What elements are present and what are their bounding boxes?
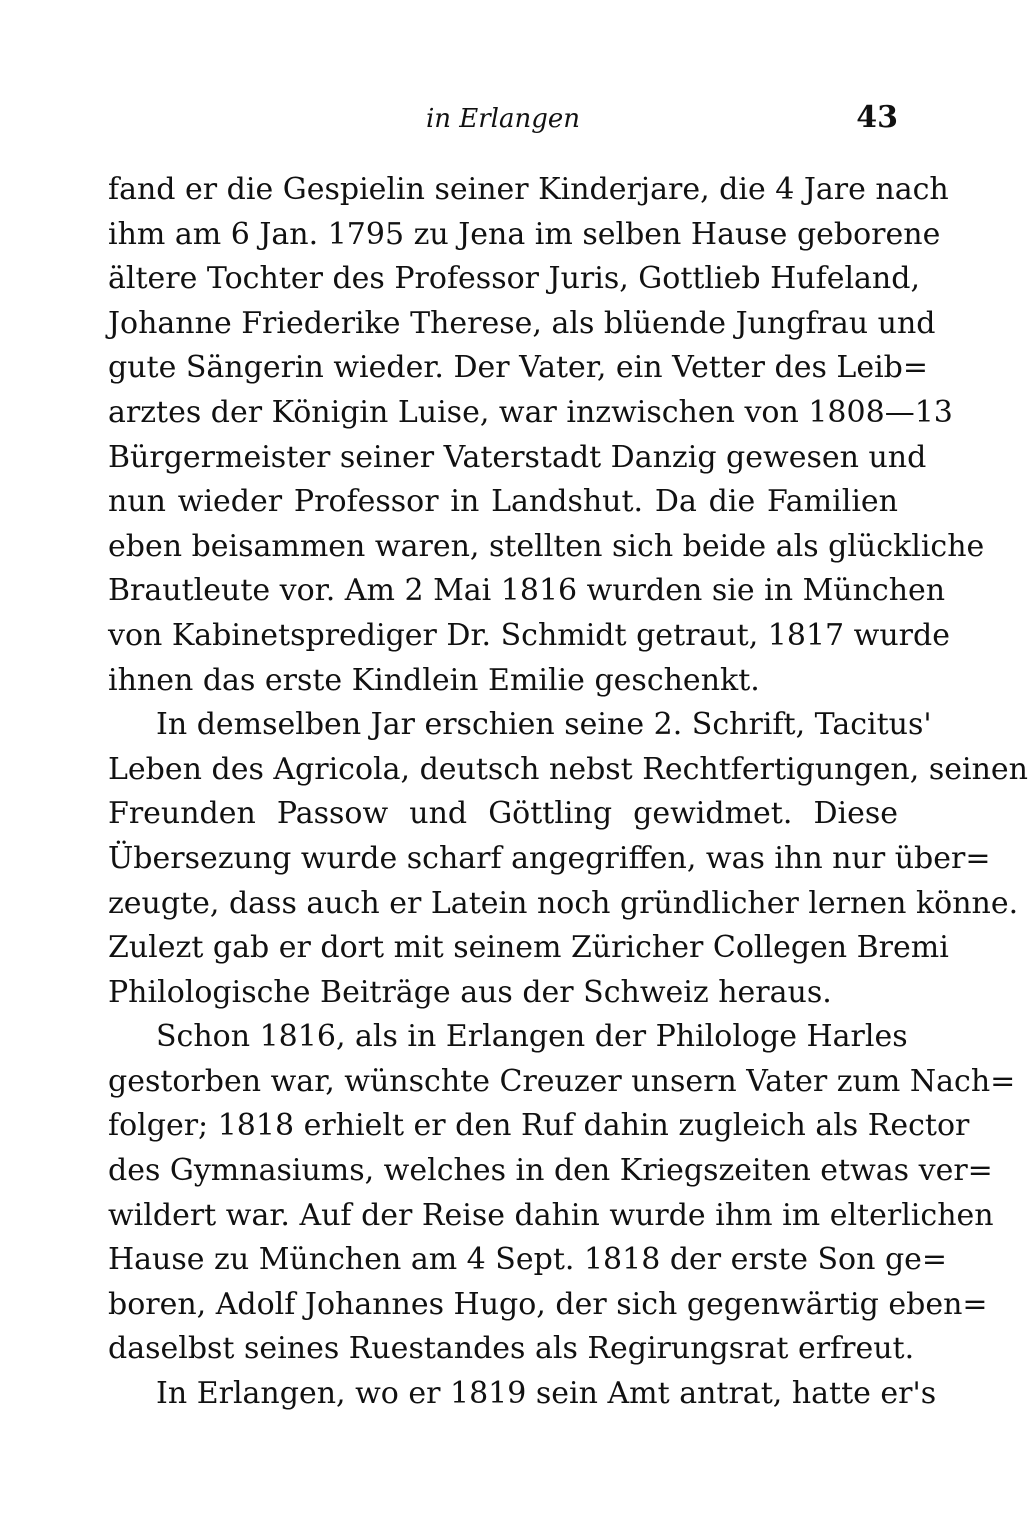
text-line: arztes der Königin Luise, war inzwischen von 1808—13 <box>108 394 953 430</box>
text-line: gute Sängerin wieder. Der Vater, ein Vetter des Leib= <box>108 350 929 386</box>
body-text <box>108 168 1028 1417</box>
text-line: nun wieder Professor in Landshut. Da die Familien <box>108 484 898 520</box>
text-line: daselbst seines Ruestandes als Regirungsrat erfreut. <box>108 1331 915 1367</box>
text-line: folger; 1818 erhielt er den Ruf dahin zugleich als Rector <box>108 1108 970 1144</box>
text-line: In demselben Jar erschien seine 2. Schrift, Tacitus' <box>156 707 932 743</box>
running-title: in Erlangen <box>425 104 581 134</box>
text-line: wildert war. Auf der Reise dahin wurde ihm im elterlichen <box>108 1197 994 1233</box>
text-line: des Gymnasiums, welches in den Kriegszeiten etwas ver= <box>108 1153 993 1189</box>
text-line: ihm am 6 Jan. 1795 zu Jena im selben Hause geborene <box>108 216 941 252</box>
paragraph <box>108 703 1028 1015</box>
text-line: In Erlangen, wo er 1819 sein Amt antrat, hatte er's <box>156 1376 937 1412</box>
text-line: Hause zu München am 4 Sept. 1818 der erste Son ge= <box>108 1242 948 1278</box>
text-line: Bürgermeister seiner Vaterstadt Danzig gewesen und <box>108 439 927 475</box>
text-line: Johanne Friederike Therese, als blüende Jungfrau und <box>108 305 936 341</box>
running-head <box>108 100 898 150</box>
text-line: Philologische Beiträge aus der Schweiz heraus. <box>108 974 832 1010</box>
text-line: boren, Adolf Johannes Hugo, der sich gegenwärtig eben= <box>108 1286 988 1322</box>
text-line: fand er die Gespielin seiner Kinderjare, die 4 Jare nach <box>108 172 949 207</box>
text-line: ältere Tochter des Professor Juris, Gottlieb Hufeland, <box>108 261 920 297</box>
text-line: Leben des Agricola, deutsch nebst Rechtfertigungen, seinen <box>108 751 1028 787</box>
text-line: gestorben war, wünschte Creuzer unsern Vater zum Nach= <box>108 1063 1016 1099</box>
text-line: Schon 1816, als in Erlangen der Philologe Harles <box>156 1019 908 1055</box>
text-line: Brautleute vor. Am 2 Mai 1816 wurden sie in München <box>108 573 946 609</box>
text-line: eben beisammen waren, stellten sich beide als glückliche <box>108 528 985 564</box>
text-line: zeugte, dass auch er Latein noch gründlicher lernen könne. <box>108 885 1019 921</box>
paragraph <box>108 1372 937 1417</box>
page-number: 43 <box>856 100 898 135</box>
paragraph <box>108 1015 1016 1372</box>
text-line: von Kabinetsprediger Dr. Schmidt getraut, 1817 wurde <box>108 617 950 653</box>
text-line: Übersezung wurde scharf angegriffen, was ihn nur über= <box>108 840 991 876</box>
text-line: Freunden Passow und Göttling gewidmet. Diese <box>108 796 898 832</box>
text-line: ihnen das erste Kindlein Emilie geschenkt. <box>108 662 760 698</box>
text-line: Zulezt gab er dort mit seinem Züricher Collegen Bremi <box>108 930 949 966</box>
paragraph <box>108 168 985 703</box>
